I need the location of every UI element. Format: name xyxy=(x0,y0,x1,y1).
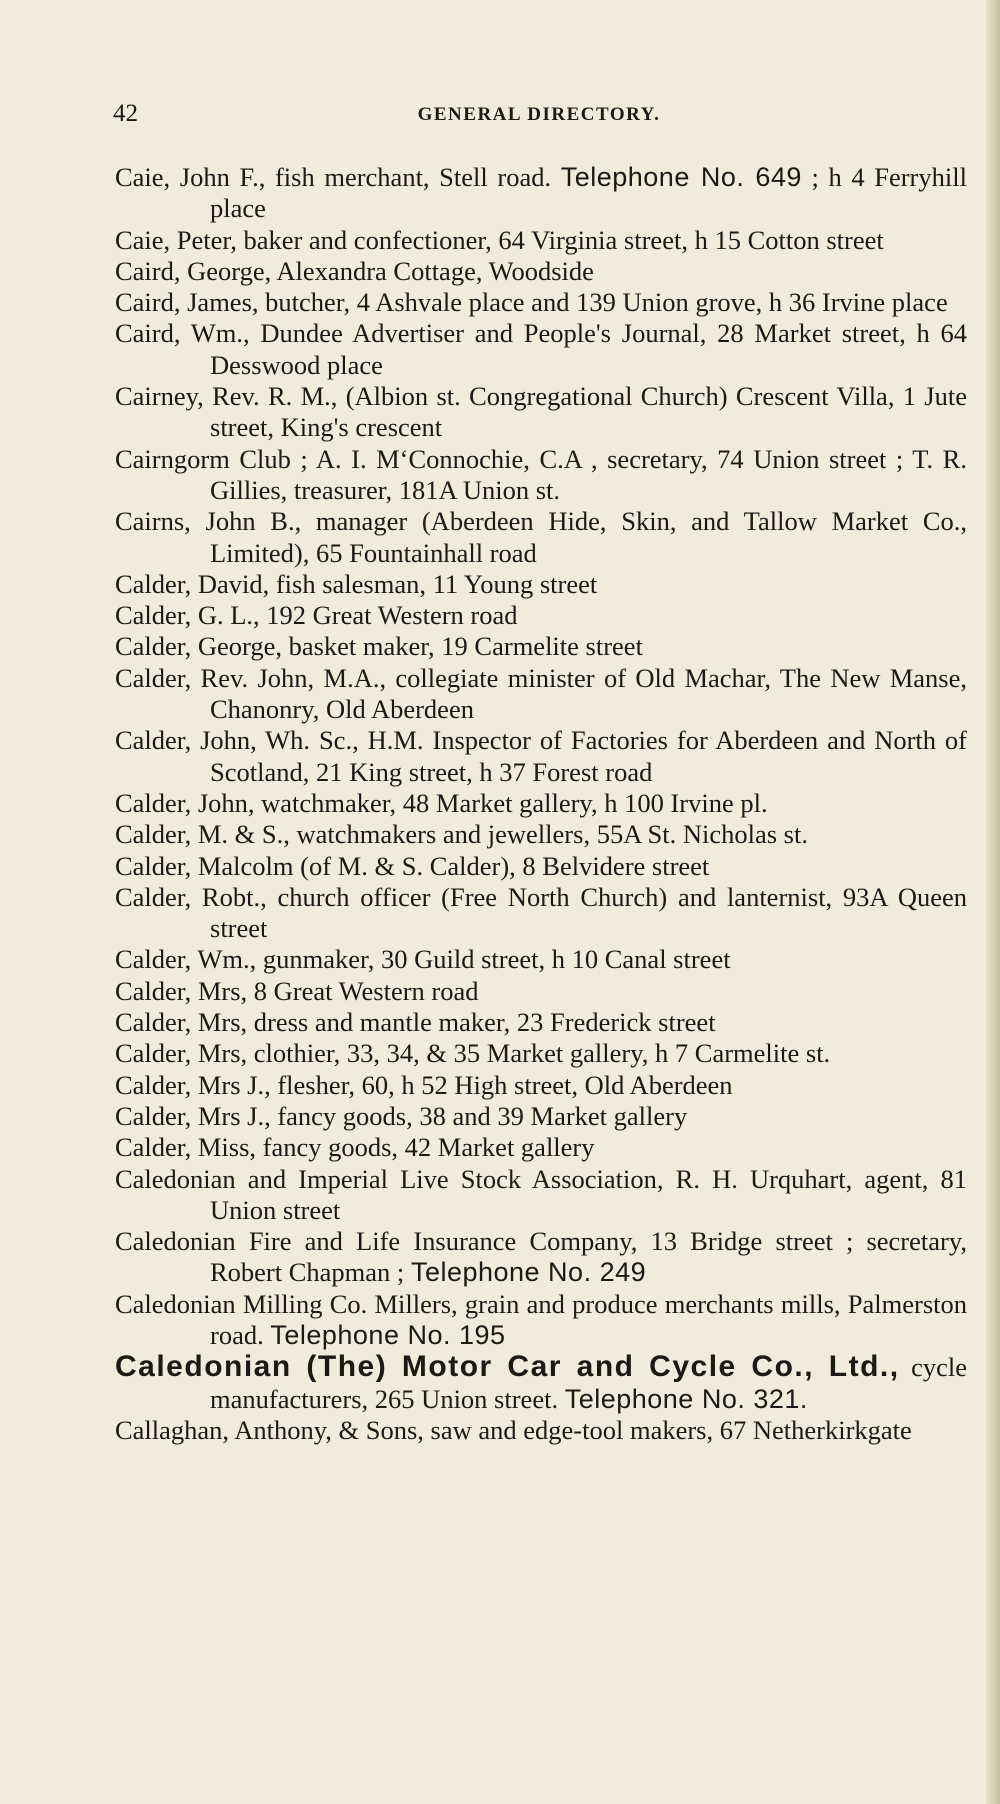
telephone-number: Telephone No. 195 xyxy=(270,1319,506,1350)
directory-entry: Calder, Miss, fancy goods, 42 Market gallery xyxy=(115,1132,595,1163)
directory-entry: Caledonian and Imperial Live Stock Association, R. H. Urquhart, agent, 81 Union street xyxy=(115,1163,967,1225)
directory-entry: Caledonian Milling Co. Millers, grain and produce merchants mills, Palmerston road. Telephone No. 195 xyxy=(115,1288,967,1350)
company-name: Caledonian (The) Motor Car and Cycle Co., Ltd., xyxy=(115,1350,900,1384)
directory-entry: Calder, Rev. John, M.A., collegiate minister of Old Machar, The New Manse, Chanonry, Old Aberdeen xyxy=(115,662,967,725)
directory-entry: Caird, Wm., Dundee Advertiser and People's Journal, 28 Market street, h 64 Desswood place xyxy=(115,318,967,380)
directory-entry: Calder, Malcolm (of M. & S. Calder), 8 Belvidere street xyxy=(115,850,710,881)
directory-entry: Caird, George, Alexandra Cottage, Woodside xyxy=(115,255,594,286)
directory-entry: Calder, Robt., church officer (Free North Church) and lanternist, 93A Queen street xyxy=(115,881,967,944)
directory-entry: Calder, Mrs, clothier, 33, 34, & 35 Market gallery, h 7 Carmelite st. xyxy=(115,1038,831,1069)
directory-entry: Caie, Peter, baker and confectioner, 64 Virginia street, h 15 Cotton street xyxy=(115,224,884,255)
directory-entry: Cairns, John B., manager (Aberdeen Hide, Skin, and Tallow Market Co., Limited), 65 Fountainhall road xyxy=(115,506,967,568)
directory-entry: Calder, G. L., 192 Great Western road xyxy=(115,600,518,631)
directory-entry: Cairney, Rev. R. M., (Albion st. Congregational Church) Crescent Villa, 1 Jute street, King's crescent xyxy=(115,381,967,443)
running-head: GENERAL DIRECTORY. xyxy=(417,104,661,125)
directory-entry: Calder, George, basket maker, 19 Carmelite street xyxy=(115,631,643,662)
directory-entry: Callaghan, Anthony, & Sons, saw and edge-tool makers, 67 Netherkirkgate xyxy=(115,1414,912,1445)
directory-entries xyxy=(115,162,967,1446)
directory-entry: Calder, David, fish salesman, 11 Young street xyxy=(115,568,598,599)
telephone-number: Telephone No. 321. xyxy=(564,1383,808,1414)
directory-entry: Caledonian Fire and Life Insurance Company, 13 Bridge street ; secretary, Robert Chapman ; Telephone No. 249 xyxy=(115,1226,967,1288)
directory-entry: Calder, John, watchmaker, 48 Market gallery, h 100 Irvine pl. xyxy=(115,787,768,818)
telephone-number: Telephone No. 649 xyxy=(560,162,802,192)
directory-entry: Calder, John, Wh. Sc., H.M. Inspector of Factories for Aberdeen and North of Scotland, 21 King street, h 37 Forest road xyxy=(115,725,967,787)
directory-entry: Caie, John F., fish merchant, Stell road. Telephone No. 649 ; h 4 Ferryhill place xyxy=(115,162,967,224)
directory-entry: Calder, Mrs J., fancy goods, 38 and 39 Market gallery xyxy=(115,1100,688,1131)
page-number: 42 xyxy=(113,100,138,127)
directory-entry: Calder, Mrs, dress and mantle maker, 23 Frederick street xyxy=(115,1007,716,1038)
page-header xyxy=(113,100,965,134)
page-edge xyxy=(986,0,1000,1804)
directory-entry: Calder, Mrs, 8 Great Western road xyxy=(115,975,479,1006)
directory-entry: Calder, Wm., gunmaker, 30 Guild street, h 10 Canal street xyxy=(115,944,731,975)
telephone-number: Telephone No. 249 xyxy=(410,1257,647,1288)
directory-entry: Caird, James, butcher, 4 Ashvale place and 139 Union grove, h 36 Irvine place xyxy=(115,287,948,318)
directory-entry: Calder, M. & S., watchmakers and jewellers, 55A St. Nicholas st. xyxy=(115,819,808,850)
directory-entry: Caledonian (The) Motor Car and Cycle Co., Ltd., cycle manufacturers, 265 Union street. Telephone No. 321. xyxy=(115,1350,967,1414)
directory-entry: Calder, Mrs J., flesher, 60, h 52 High street, Old Aberdeen xyxy=(115,1069,733,1100)
directory-entry: Cairngorm Club ; A. I. M‘Connochie, C.A , secretary, 74 Union street ; T. R. Gillies, treasurer, 181A Union st. xyxy=(115,443,967,505)
